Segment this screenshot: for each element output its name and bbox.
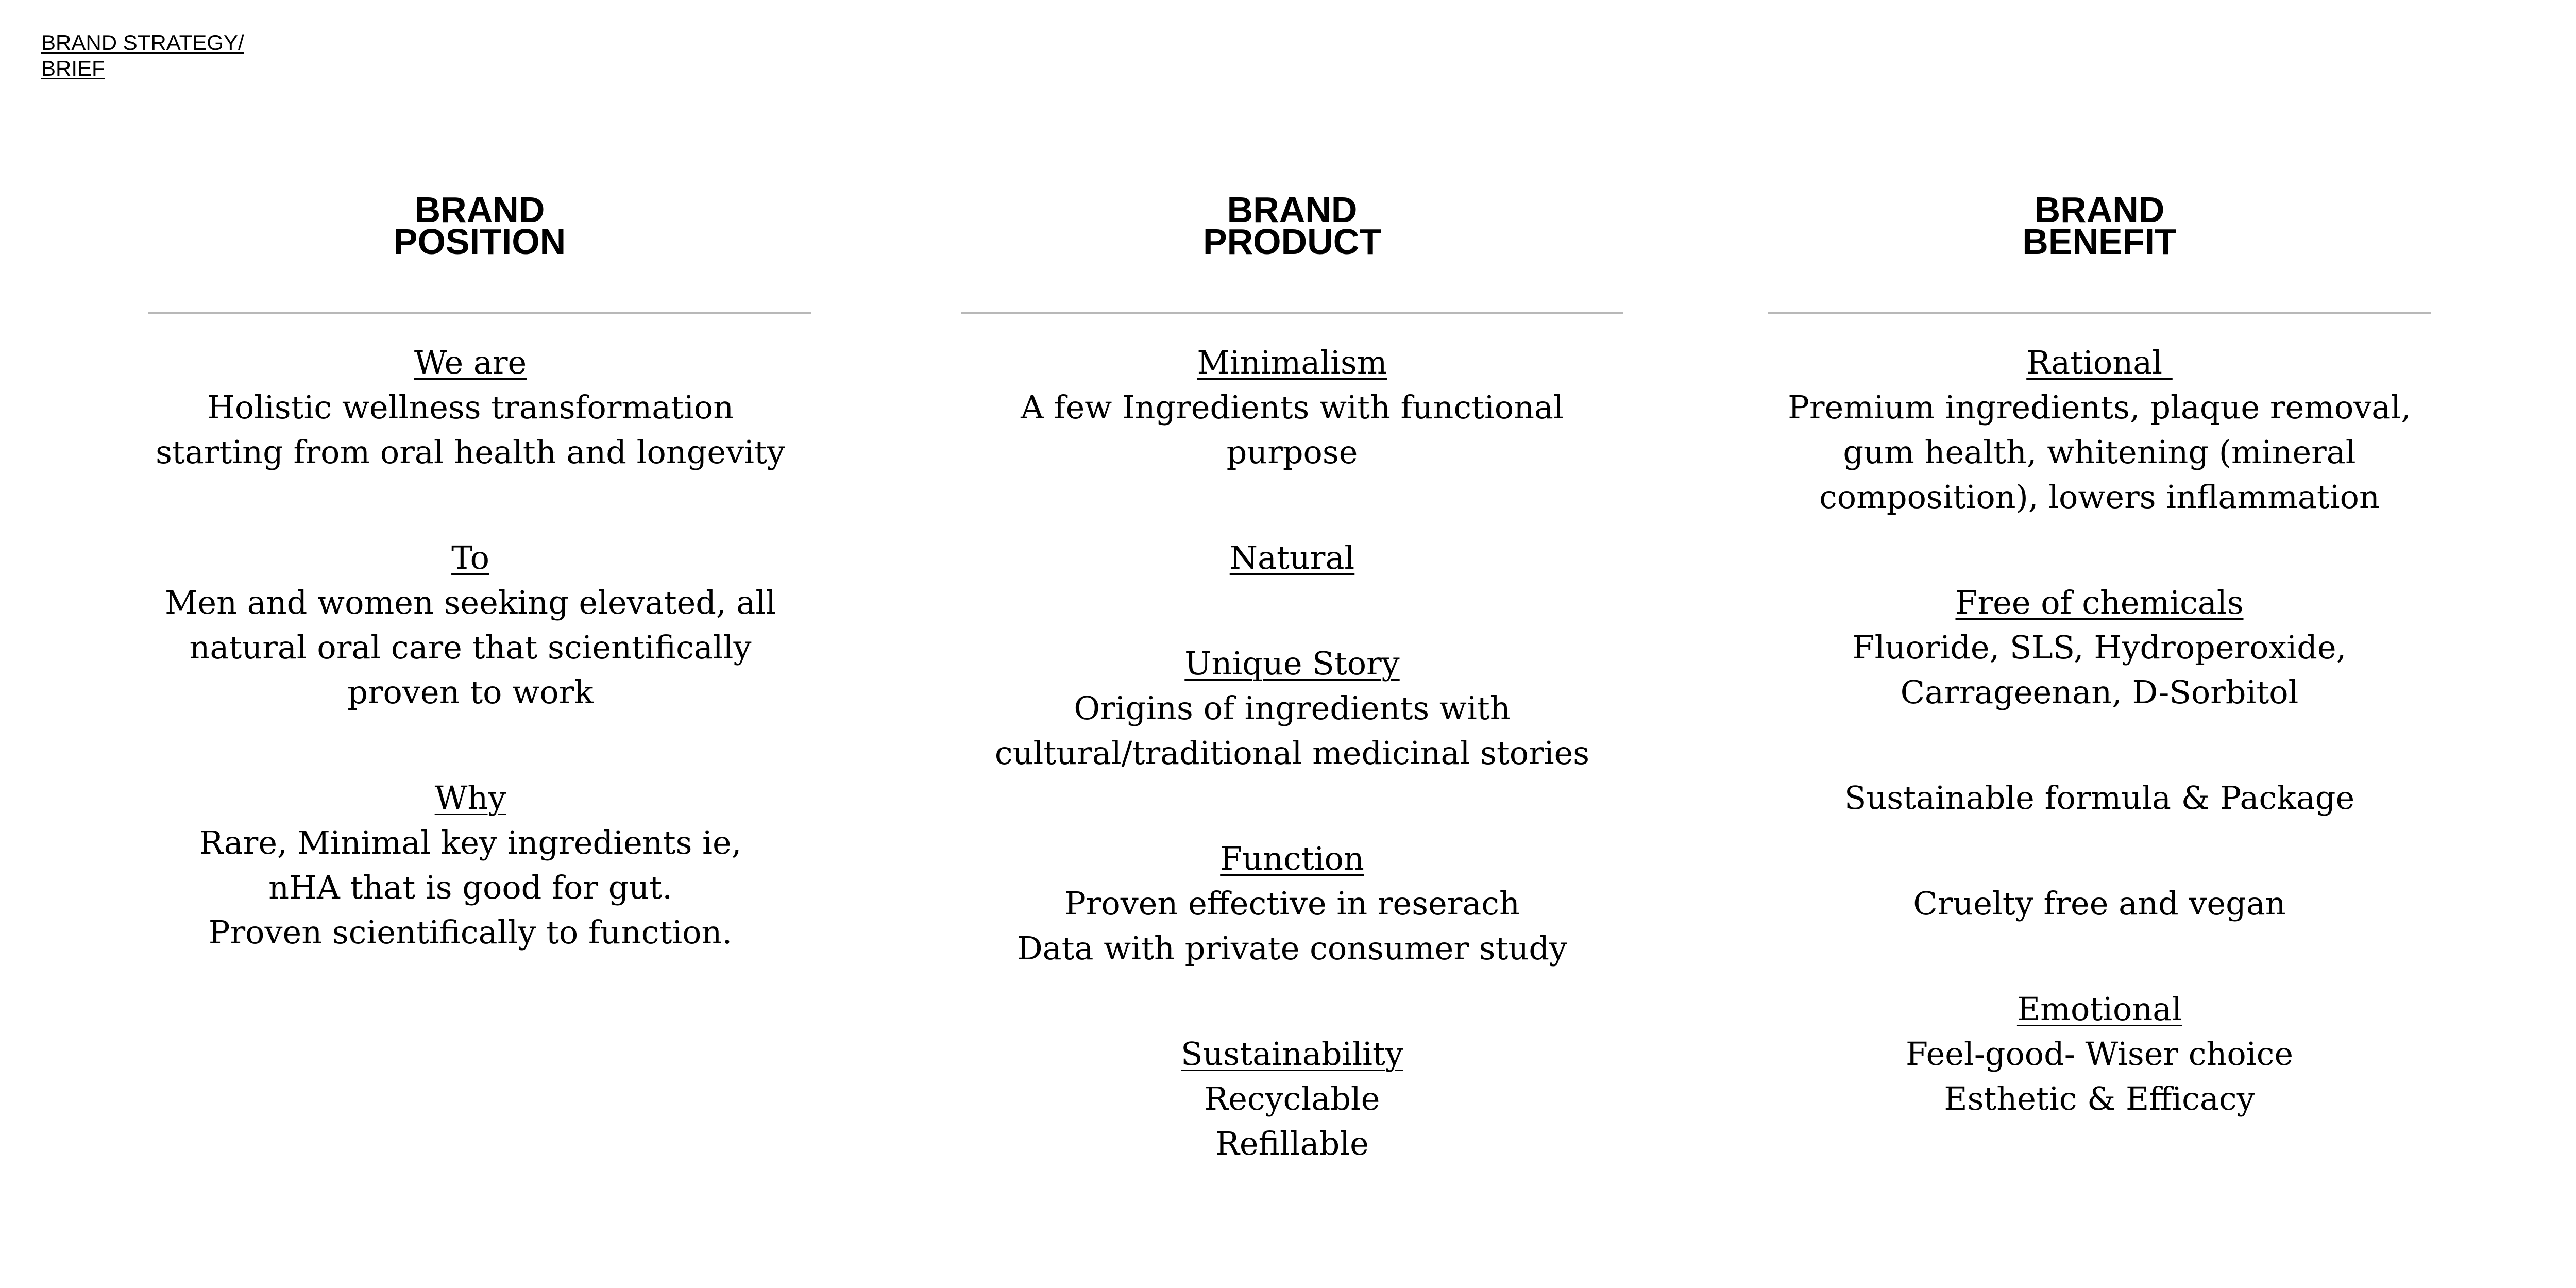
free-of-chemicals-block bbox=[1765, 580, 2434, 715]
brand-benefit-heading-line-1: BRAND bbox=[2034, 190, 2165, 230]
sustainable-text: Sustainable formula & Package bbox=[1844, 779, 2355, 817]
unique-story-block bbox=[961, 641, 1623, 775]
cruelty-free-block bbox=[1765, 881, 2434, 926]
sustainability-block bbox=[961, 1031, 1623, 1166]
unique-story-line-2: cultural/traditional medicinal stories bbox=[994, 734, 1590, 772]
to-block bbox=[143, 535, 798, 715]
why-title: Why bbox=[434, 779, 506, 817]
brand-position-heading-line-1: BRAND bbox=[414, 190, 545, 230]
why-line-1: Rare, Minimal key ingredients ie, bbox=[199, 824, 742, 861]
we-are-block bbox=[143, 340, 798, 474]
sustainability-title: Sustainability bbox=[1181, 1035, 1403, 1073]
minimalism-text: A few Ingredients with functional purpose bbox=[1021, 388, 1564, 471]
brand-position-heading-line-2: POSITION bbox=[393, 222, 566, 262]
page-label bbox=[41, 30, 244, 81]
free-of-chemicals-line-2: Carrageenan, D-Sorbitol bbox=[1900, 673, 2299, 711]
function-title: Function bbox=[1220, 840, 1364, 877]
emotional-line-2: Esthetic & Efficacy bbox=[1944, 1080, 2255, 1117]
brand-product-body bbox=[961, 340, 1623, 1166]
sustainability-line-1: Recyclable bbox=[1204, 1080, 1380, 1117]
function-block bbox=[961, 836, 1623, 971]
sustainable-block bbox=[1765, 775, 2434, 820]
emotional-title: Emotional bbox=[2016, 990, 2182, 1028]
unique-story-title: Unique Story bbox=[1184, 645, 1400, 682]
emotional-line-1: Feel-good- Wiser choice bbox=[1905, 1035, 2294, 1073]
brand-product-heading-line-2: PRODUCT bbox=[1202, 222, 1382, 262]
rational-title: Rational bbox=[2026, 344, 2173, 381]
brand-product-divider bbox=[961, 312, 1623, 314]
we-are-title: We are bbox=[414, 344, 527, 381]
minimalism-block bbox=[961, 340, 1623, 474]
emotional-block bbox=[1765, 987, 2434, 1121]
cruelty-free-text: Cruelty free and vegan bbox=[1913, 885, 2286, 922]
why-line-2: nHA that is good for gut. bbox=[268, 869, 672, 906]
to-title: To bbox=[451, 539, 489, 577]
free-of-chemicals-line-1: Fluoride, SLS, Hydroperoxide, bbox=[1852, 629, 2347, 666]
brand-product-heading-line-1: BRAND bbox=[1227, 190, 1358, 230]
free-of-chemicals-title: Free of chemicals bbox=[1955, 584, 2244, 621]
unique-story-line-1: Origins of ingredients with bbox=[1074, 689, 1511, 727]
rational-text: Premium ingredients, plaque removal, gum health, whitening (mineral composition), lowers inflammation bbox=[1788, 388, 2411, 516]
brand-product-heading bbox=[961, 190, 1623, 262]
brand-position-heading bbox=[148, 190, 811, 262]
minimalism-title: Minimalism bbox=[1197, 344, 1387, 381]
brand-position-divider bbox=[148, 312, 811, 314]
brand-benefit-divider bbox=[1768, 312, 2431, 314]
natural-title: Natural bbox=[1229, 539, 1355, 577]
function-line-1: Proven effective in reserach bbox=[1064, 885, 1520, 922]
page-label-line-2: BRIEF bbox=[41, 56, 105, 80]
brand-benefit-heading bbox=[1768, 190, 2431, 262]
to-text: Men and women seeking elevated, all natural oral care that scientifically proven to work bbox=[164, 584, 776, 711]
page-label-line-1: BRAND STRATEGY/ bbox=[41, 30, 244, 55]
why-block bbox=[143, 775, 798, 955]
brand-benefit-body bbox=[1765, 340, 2434, 1121]
brand-position-body bbox=[143, 340, 798, 955]
why-line-3: Proven scientifically to function. bbox=[208, 913, 733, 951]
rational-block bbox=[1765, 340, 2434, 519]
sustainability-line-2: Refillable bbox=[1215, 1125, 1369, 1162]
brand-benefit-heading-line-2: BENEFIT bbox=[2022, 222, 2177, 262]
function-line-2: Data with private consumer study bbox=[1016, 929, 1568, 967]
we-are-text: Holistic wellness transformation starting from oral health and longevity bbox=[156, 388, 785, 471]
natural-block bbox=[961, 535, 1623, 580]
